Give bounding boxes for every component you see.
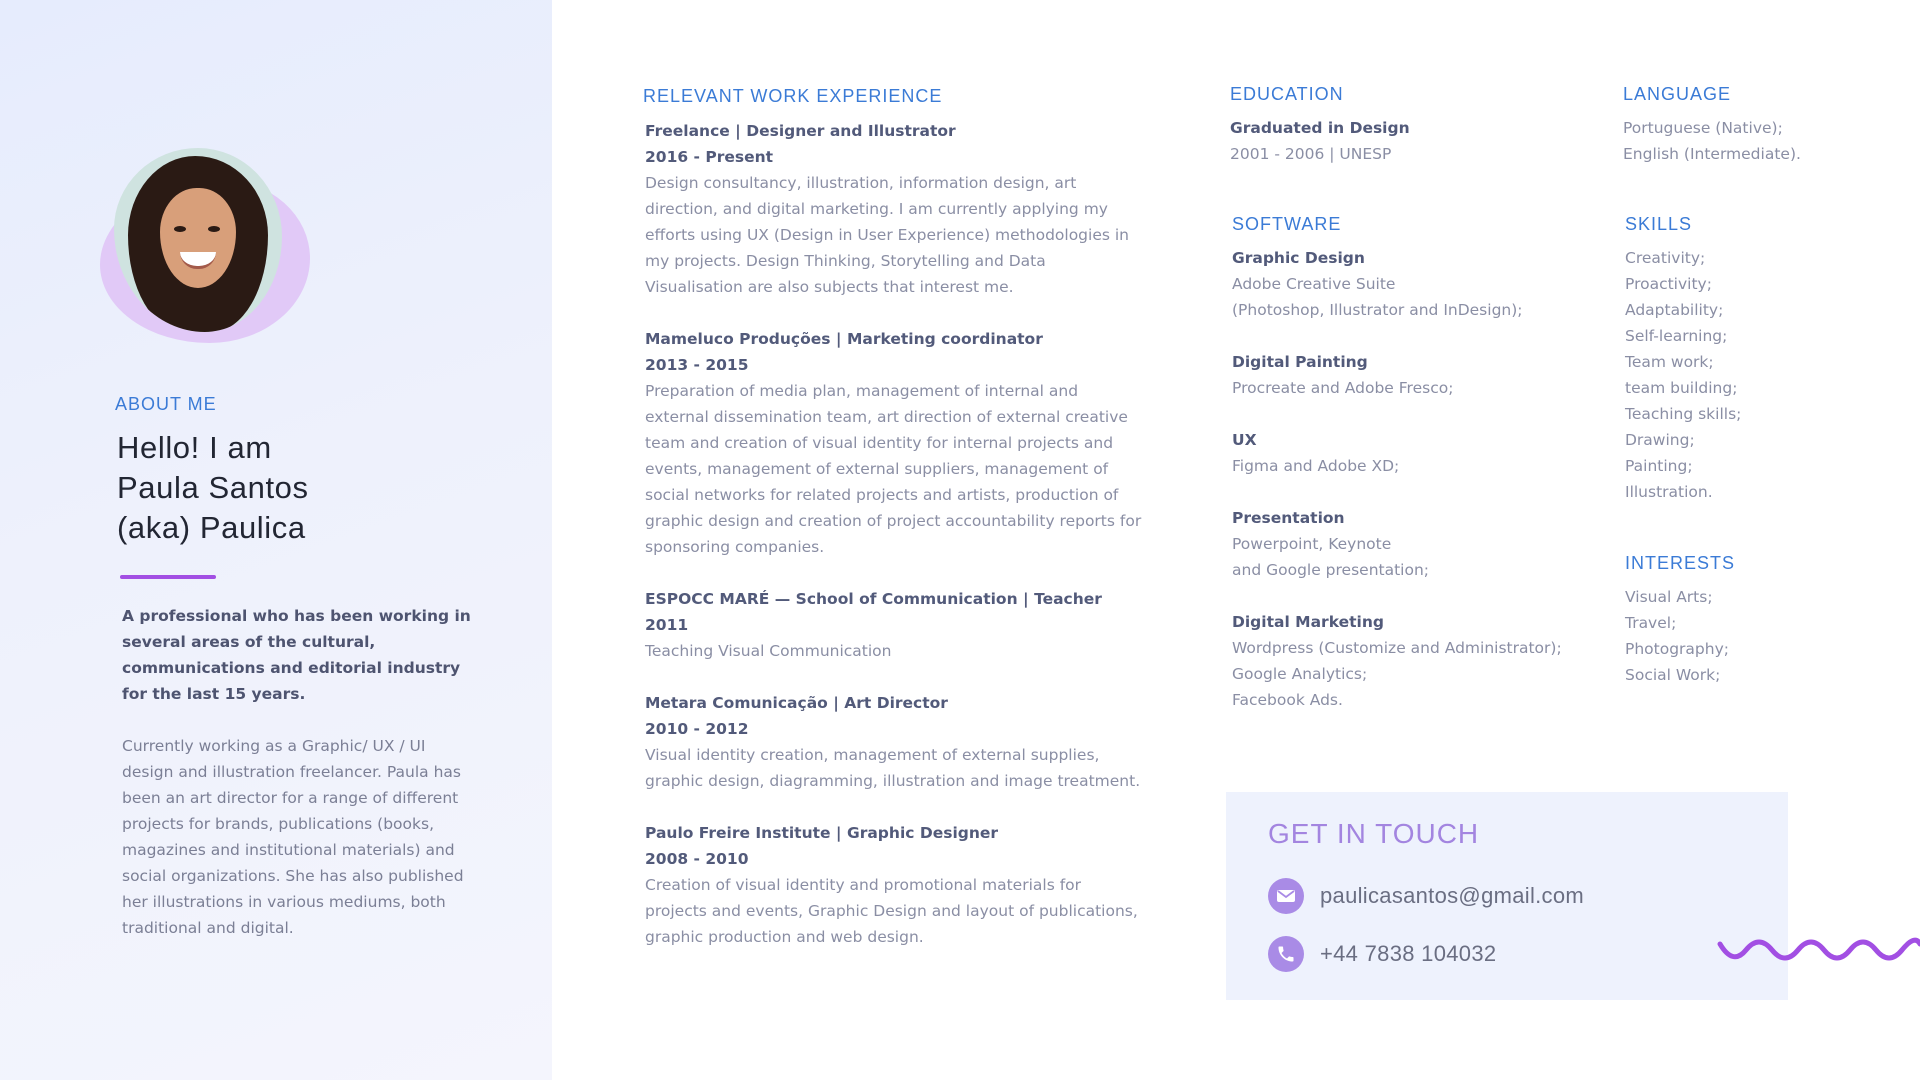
job-description: Design consultancy, illustration, information design, art direction, and digital marketing. I am currently applying my efforts using UX (Design in User Experience) methodologies in my projects. Design Thinking, Storytelling and Data Visualisation are also subjects that interest me. [645,174,1129,296]
skill-item: Self-learning; [1625,327,1728,345]
interest-item: Social Work; [1625,666,1721,684]
language-title: LANGUAGE [1623,84,1732,104]
interests-section [1625,553,1885,688]
page-title [117,428,497,548]
software-group-name: Graphic Design [1232,249,1365,267]
job-description: Creation of visual identity and promotional materials for projects and events, Graphic Design and layout of publications, graphic production and web design. [645,876,1138,946]
sidebar [0,0,552,1080]
skill-item: Drawing; [1625,431,1695,449]
job-role: Mameluco Produções | Marketing coordinator [645,330,1043,348]
interest-item: Photography; [1625,640,1729,658]
job-role: ESPOCC MARÉ — School of Communication | Teacher [645,590,1102,608]
job-description: Preparation of media plan, management of internal and external dissemination team, art direction of external creative team and creation of visual identity for internal projects and events, management of external suppliers, management of social networks for related projects and artists, production of graphic design and creation of project accountability reports for sponsoring companies. [645,382,1142,556]
software-item: Figma and Adobe XD; [1232,457,1400,475]
software-group [1232,505,1592,583]
job-entry [645,820,1145,950]
contact-email[interactable]: paulicasantos@gmail.com [1320,883,1585,908]
avatar-smile [180,252,216,269]
skill-item: Teaching skills; [1625,405,1742,423]
job-entry [645,586,1145,664]
job-role: Metara Comunicação | Art Director [645,694,948,712]
job-period: 2008 - 2010 [645,850,749,868]
skill-item: Painting; [1625,457,1693,475]
interests-title: INTERESTS [1625,553,1736,573]
job-period: 2013 - 2015 [645,356,749,374]
language-item: Portuguese (Native); [1623,119,1783,137]
experience-title: RELEVANT WORK EXPERIENCE [643,86,943,106]
software-item: Facebook Ads. [1232,691,1343,709]
intro-text: Currently working as a Graphic/ UX / UI design and illustration freelancer. Paula has been an art director for a range of different projects for brands, publications (books, magazines and institutional materials) and social organizations. She has also published her illustrations in various mediums, both traditional and digital. [122,737,464,937]
job-period: 2016 - Present [645,148,774,166]
software-group [1232,245,1592,323]
software-item: Procreate and Adobe Fresco; [1232,379,1454,397]
divider [120,575,216,579]
contact-title: GET IN TOUCH [1268,818,1480,849]
skill-item: Adaptability; [1625,301,1724,319]
contact-phone[interactable]: +44 7838 104032 [1320,941,1497,966]
job-role: Paulo Freire Institute | Graphic Designer [645,824,999,842]
job-entry [645,690,1145,794]
language-item: English (Intermediate). [1623,145,1801,163]
software-group [1232,349,1592,401]
skill-item: Creativity; [1625,249,1706,267]
job-description: Teaching Visual Communication [645,642,892,660]
software-item: and Google presentation; [1232,561,1430,579]
education-section [1230,84,1570,167]
software-group-name: Digital Marketing [1232,613,1384,631]
job-description: Visual identity creation, management of external supplies, graphic design, diagramming, illustration and image treatment. [645,746,1141,790]
education-detail: 2001 - 2006 | UNESP [1230,145,1392,163]
job-period: 2011 [645,616,689,634]
software-item: Powerpoint, Keynote [1232,535,1392,553]
software-group [1232,427,1592,479]
software-group [1232,609,1592,713]
headline-line: Paula Santos [117,470,309,505]
avatar-eye [208,226,220,232]
contact-phone-row[interactable] [1268,936,1496,972]
about-me-title: ABOUT ME [115,394,217,414]
interest-item: Travel; [1625,614,1677,632]
skill-item: Team work; [1625,353,1714,371]
job-entry [645,326,1145,560]
phone-icon [1268,936,1304,972]
skill-item: Proactivity; [1625,275,1712,293]
job-role: Freelance | Designer and Illustrator [645,122,956,140]
headline-line: (aka) Paulica [117,510,306,545]
headline-line: Hello! I am [117,430,272,465]
intro-summary: A professional who has been working in several areas of the cultural, communications and editorial industry for the last 15 years. [122,607,471,703]
software-item: Adobe Creative Suite [1232,275,1396,293]
avatar-eye [174,226,186,232]
software-title: SOFTWARE [1232,214,1342,234]
skills-section [1625,214,1885,505]
software-group-name: Digital Painting [1232,353,1368,371]
software-group-name: UX [1232,431,1257,449]
contact-email-row[interactable] [1268,878,1584,914]
job-period: 2010 - 2012 [645,720,749,738]
education-degree: Graduated in Design [1230,119,1410,137]
software-group-name: Presentation [1232,509,1345,527]
envelope-icon [1268,878,1304,914]
software-section [1232,214,1592,739]
avatar [100,148,310,343]
wave-decoration [1716,930,1920,970]
software-item: Google Analytics; [1232,665,1368,683]
contact-card [1226,792,1788,1000]
skill-item: Illustration. [1625,483,1713,501]
interest-item: Visual Arts; [1625,588,1713,606]
software-item: Wordpress (Customize and Administrator); [1232,639,1562,657]
skill-item: team building; [1625,379,1738,397]
job-entry [645,118,1145,300]
skills-title: SKILLS [1625,214,1693,234]
experience-section [645,86,1145,976]
education-title: EDUCATION [1230,84,1344,104]
software-item: (Photoshop, Illustrator and InDesign); [1232,301,1523,319]
language-section [1623,84,1903,167]
